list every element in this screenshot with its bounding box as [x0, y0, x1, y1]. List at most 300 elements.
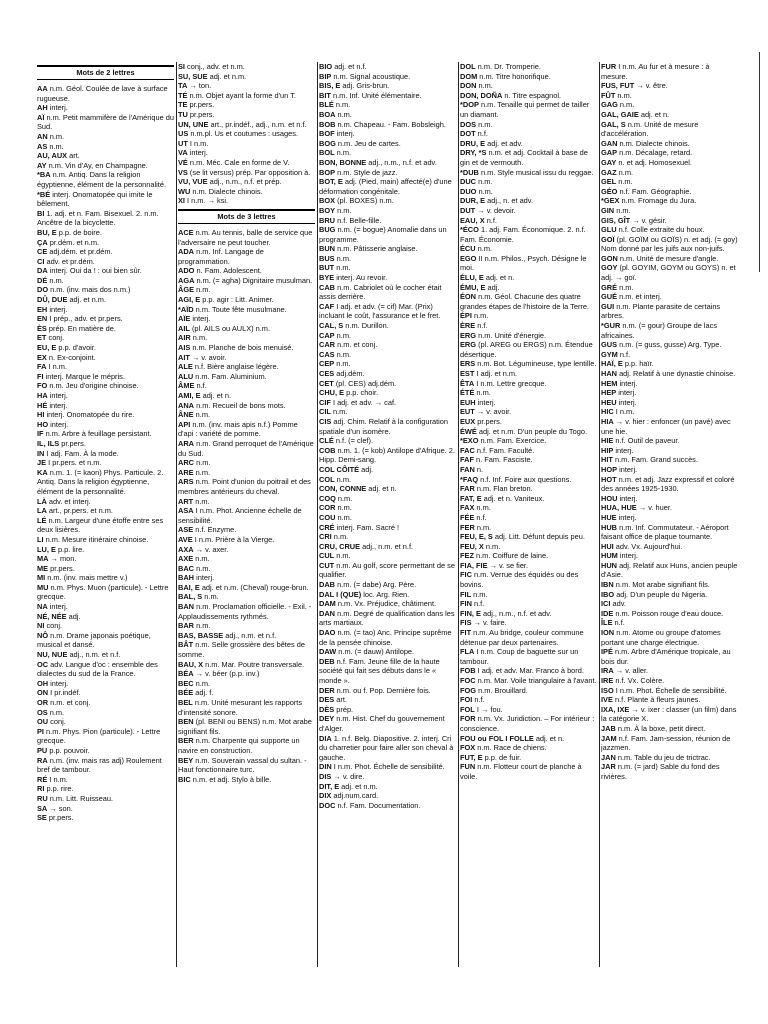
dictionary-entry [601, 388, 738, 398]
dictionary-entry [178, 506, 315, 525]
entry-definition: adj. Relatif à une dynastie chinoise. [617, 369, 736, 378]
entry-definition: pr.pers. [187, 109, 215, 119]
entry-headword: FAN [460, 464, 475, 474]
dictionary-entry [37, 650, 174, 660]
dictionary-entry [319, 417, 456, 436]
dictionary-entry [601, 734, 738, 753]
entry-definition: n.m. Chapeau. - Fam. Bobsleigh. [335, 119, 446, 129]
entry-headword: HEU [601, 397, 617, 407]
entry-headword: CEP [319, 359, 335, 369]
entry-headword: EAU, X [460, 215, 485, 225]
entry-definition: n.m. Inf. Unité élémentaire. [330, 90, 422, 100]
entry-list [178, 228, 315, 784]
entry-definition: → v. avoir. [474, 407, 512, 417]
entry-definition: I n.m. [46, 362, 67, 372]
entry-definition: n.m. et interj. [617, 292, 662, 302]
dictionary-entry [178, 698, 315, 717]
dictionary-entry [601, 148, 738, 158]
entry-headword: OR [37, 698, 49, 707]
entry-headword: ÈRE [460, 321, 476, 331]
entry-definition: interj. Onomatopée du rire. [44, 410, 135, 420]
dictionary-entry [37, 794, 174, 804]
entry-definition: adj., n.m. et n.f. [360, 541, 414, 551]
dictionary-entry [319, 72, 456, 82]
entry-definition: p.p. agir : Litt. Animer. [200, 295, 274, 305]
entry-headword: EUT [460, 407, 475, 417]
entry-definition: n.f. [194, 381, 207, 391]
entry-definition: interj. [47, 304, 68, 314]
entry-definition: n.m. [616, 167, 634, 177]
entry-headword: IVE [601, 695, 613, 705]
entry-headword: IDE [601, 608, 614, 618]
entry-definition: n.f. [484, 215, 497, 225]
dictionary-entry [37, 113, 174, 132]
dictionary-entry [460, 753, 597, 763]
entry-definition: n.f. [475, 129, 488, 139]
entry-definition: p.p. de fuir. [482, 752, 522, 762]
entry-definition: adj. [66, 611, 81, 621]
entry-definition: n.m. Au tennis, balle de service que l'adversaire ne peut toucher. [178, 227, 313, 247]
entry-definition: n.m. (inv. mais mettre v.) [45, 573, 128, 583]
entry-headword: JAM [601, 733, 617, 743]
entry-headword: FOC [460, 676, 476, 685]
entry-definition: I n.m. Prière à la Vierge. [192, 534, 275, 544]
dictionary-entry [319, 331, 456, 341]
entry-definition: → v. dire. [331, 771, 365, 781]
dictionary-entry [601, 91, 738, 101]
entry-definition: n.m. [193, 467, 211, 477]
dictionary-entry [460, 129, 597, 139]
dictionary-entry [37, 554, 174, 564]
entry-headword: FIC [460, 570, 472, 580]
dictionary-entry [460, 494, 597, 504]
dictionary-entry [37, 190, 174, 209]
dictionary-entry [601, 235, 738, 254]
entry-headword: AXE [178, 554, 194, 564]
dictionary-entry [37, 727, 174, 746]
dictionary-entry [319, 513, 456, 523]
entry-definition: n.f. Fam. Faculté. [474, 445, 535, 455]
entry-definition: n.m. Titre honorifique. [477, 71, 551, 81]
dictionary-entry [37, 295, 174, 305]
entry-headword: AGA [178, 275, 195, 285]
entry-definition: n. [474, 464, 483, 474]
entry-definition: interj. [616, 388, 637, 398]
dictionary-entry [460, 100, 597, 119]
dictionary-entry [37, 362, 174, 372]
entry-definition: n.m. et conj. [335, 340, 378, 350]
dictionary-entry [178, 640, 315, 659]
entry-definition: adj. Relatif aux Huns, ancien peuple d'Asie. [601, 560, 738, 580]
entry-definition: n.m. [476, 81, 493, 91]
dictionary-entry [319, 734, 456, 763]
dictionary-entry [319, 494, 456, 504]
entry-headword: ÎLE [601, 618, 613, 628]
entry-headword: WU [178, 186, 191, 196]
entry-headword: FIA, FIE [460, 560, 488, 570]
entry-definition: n.m. Grand perroquet de l'Amérique du Sud. [178, 438, 314, 458]
dictionary-entry [460, 120, 597, 130]
entry-definition: adj. f. [193, 688, 214, 698]
dictionary-entry [601, 254, 738, 264]
entry-definition: n.m. Pâtisserie anglaise. [335, 244, 418, 254]
dictionary-entry [178, 535, 315, 545]
dictionary-entry [37, 679, 174, 689]
entry-definition: n.m. [194, 458, 211, 468]
entry-definition: p.p. lire. [55, 544, 85, 554]
entry-definition: art., pr.pers. et n.m. [46, 506, 113, 516]
entry-definition: 1. adj. et n. Fam. Bisexuel. 2. n.m. Ancêtre de la bicyclette. [37, 208, 159, 228]
entry-headword: CIL [319, 407, 331, 417]
entry-definition: n.f. Outil de paveur. [613, 436, 680, 446]
entry-definition: n.m. (= dauw) Antilope. [336, 647, 415, 657]
dictionary-entry [460, 455, 597, 465]
entry-headword: EX [37, 352, 47, 362]
dictionary-entry [178, 168, 315, 178]
dictionary-entry [460, 244, 597, 254]
entry-definition: → v. hier : enfoncer (un pavé) avec une hie. [601, 416, 731, 436]
dictionary-entry [601, 100, 738, 110]
entry-headword: CI [37, 256, 45, 266]
dictionary-entry [319, 139, 456, 149]
dictionary-entry [319, 168, 456, 178]
entry-headword: AIL [178, 323, 190, 333]
entry-headword: MA [37, 554, 49, 564]
dictionary-entry [37, 103, 174, 113]
entry-definition: n.m. Mesure itinéraire chinoise. [43, 534, 149, 544]
entry-headword: CAP [319, 330, 335, 340]
entry-definition: adj. Litt. Défunt depuis peu. [492, 532, 585, 542]
entry-headword: SA [37, 803, 48, 813]
dictionary-entry [460, 292, 597, 311]
dictionary-entry [37, 717, 174, 727]
entry-definition: n.f. Fam. Documentation. [335, 800, 421, 810]
dictionary-entry [319, 81, 456, 91]
entry-headword: AXA [178, 544, 194, 554]
dictionary-entry [37, 410, 174, 420]
entry-headword: COL [319, 474, 335, 484]
entry-headword: PI [37, 726, 44, 736]
entry-definition: n.m. (= bogue) Anomalie dans un programme. [319, 225, 447, 244]
column-divider [458, 62, 459, 967]
entry-definition: (se lit versus) prép. Par opposition à. [187, 167, 311, 177]
column-3 [319, 62, 456, 967]
entry-headword: HIE [601, 436, 614, 446]
entry-headword: CAR [319, 340, 336, 350]
dictionary-entry [178, 72, 315, 82]
entry-headword: DÈS [319, 704, 335, 714]
entry-headword: DOL [460, 62, 476, 71]
entry-headword: DAW [319, 647, 337, 657]
dictionary-entry [460, 273, 597, 283]
entry-definition: pr.pers. [48, 563, 75, 573]
entry-definition: → v. béer (p.p. inv.) [193, 669, 260, 679]
entry-definition: n.m. Unité de mesure d'accélération. [601, 119, 699, 139]
dictionary-entry [319, 561, 456, 580]
dictionary-entry [319, 398, 456, 408]
entry-headword: RU [37, 793, 48, 803]
entry-definition: (pl. GOYIM, GOYM ou GOYS) n. et adj. → goï. [601, 263, 736, 283]
dictionary-entry [37, 775, 174, 785]
entry-headword: NA [37, 602, 48, 612]
entry-definition: → v. ixer : classer (un film) dans la catégorie X. [601, 704, 737, 724]
entry-headword: ÉCU [460, 244, 476, 254]
entry-definition: I n.m. [613, 407, 635, 417]
entry-definition: adj. et n.m. [67, 295, 107, 305]
dictionary-entry [460, 81, 597, 91]
entry-headword: *DUB [460, 167, 479, 177]
dictionary-entry [37, 621, 174, 631]
entry-definition: interj. [617, 551, 638, 561]
dictionary-entry [319, 484, 456, 494]
entry-definition: n.m. Style musical issu du reggae. [478, 167, 594, 177]
dictionary-entry [37, 324, 174, 334]
entry-headword: DUC [460, 177, 477, 187]
entry-headword: BON, BONNE [319, 157, 367, 167]
entry-headword: FER [460, 522, 475, 532]
dictionary-entry [37, 391, 174, 401]
dictionary-entry [601, 762, 738, 781]
entry-definition: adj.dém. [334, 369, 365, 378]
entry-headword: DIN [319, 762, 332, 772]
entry-headword: ÇA [37, 237, 48, 247]
entry-definition: n.m. Méc. Cale en forme de V. [187, 157, 290, 167]
entry-headword: DOC [319, 800, 336, 810]
dictionary-entry [319, 120, 456, 130]
entry-headword: UN, UNE [178, 119, 209, 129]
dictionary-entry [460, 91, 597, 101]
entry-headword: BOT, E [319, 177, 343, 187]
dictionary-entry [37, 285, 174, 295]
dictionary-entry [178, 660, 315, 670]
column-2 [178, 62, 315, 967]
entry-definition: interj. [475, 397, 496, 407]
dictionary-entry [178, 736, 315, 755]
column-divider [599, 62, 600, 967]
entry-headword: CUL [319, 551, 335, 561]
entry-headword: DON, DOÑA [460, 90, 503, 100]
entry-headword: EN [37, 314, 48, 324]
dictionary-entry [601, 590, 738, 600]
dictionary-entry [460, 523, 597, 533]
entry-definition: n.m. [334, 474, 352, 484]
entry-headword: *AÏD [178, 304, 194, 314]
dictionary-entry [178, 314, 315, 324]
entry-definition: interj. [47, 103, 68, 113]
dictionary-entry [601, 321, 738, 340]
entry-headword: FUT, E [460, 752, 483, 762]
entry-definition: n.m. Unité mesurant les rapports d'intensité sonore. [178, 698, 303, 717]
dictionary-entry [601, 609, 738, 619]
entry-definition: interj. [48, 419, 69, 429]
entry-definition: n.m. Tenaille qui permet de tailler un diamant. [460, 100, 590, 119]
dictionary-entry [319, 148, 456, 158]
dictionary-entry [601, 302, 738, 321]
entry-definition: n.m. (inv. mais dos n.m.) [48, 285, 131, 295]
entry-headword: AMI, E [178, 391, 201, 400]
dictionary-entry [178, 583, 315, 593]
entry-headword: COL CÔITÉ [319, 464, 360, 474]
dictionary-entry [178, 266, 315, 276]
dictionary-entry [460, 695, 597, 705]
entry-definition: n.m. Poisson rouge d'eau douce. [613, 608, 724, 618]
entry-definition: n.m. Au golf, score permettant de se qualifier. [319, 560, 455, 580]
entry-definition: n.m. [193, 496, 210, 506]
entry-definition: n. Fam. Adolescent. [194, 266, 262, 276]
dictionary-entry [37, 756, 174, 775]
entry-definition: n.m. Jeu de cartes. [335, 138, 401, 148]
dictionary-entry [319, 340, 456, 350]
entry-headword: JAN [601, 752, 616, 762]
dictionary-entry [37, 132, 174, 142]
entry-headword: DO [37, 285, 49, 295]
entry-headword: DRU, E [460, 138, 486, 148]
entry-headword: DA [37, 266, 48, 276]
entry-headword: GIN [601, 205, 615, 215]
dictionary-entry [319, 244, 456, 254]
entry-headword: ÊTA [460, 378, 475, 388]
entry-definition: n.m. Atome ou groupe d'atomes portant une charge électrique. [601, 628, 721, 647]
dictionary-entry [601, 695, 738, 705]
entry-headword: FAF [460, 455, 474, 465]
entry-headword: GAY [601, 157, 617, 167]
entry-definition: n.m. Antiq. Dans la religion égyptienne, élément de la personnalité. [37, 170, 167, 189]
entry-definition: → v. axer. [193, 544, 229, 554]
dictionary-entry [319, 91, 456, 101]
entry-headword: BER [178, 736, 194, 746]
entry-headword: HEM [601, 378, 618, 388]
dictionary-entry [37, 257, 174, 267]
dictionary-entry [601, 561, 738, 580]
dictionary-entry [319, 263, 456, 273]
entry-headword: ET [37, 333, 47, 343]
entry-definition: interj. Marque le mépris. [43, 371, 125, 381]
entry-headword: LÀ [37, 496, 47, 506]
dictionary-entry [178, 196, 315, 206]
entry-headword: CUT [319, 560, 335, 570]
entry-headword: ANA [178, 400, 195, 410]
entry-definition: n.m. [335, 109, 352, 119]
entry-headword: CHU, E [319, 388, 345, 398]
dictionary-entry [319, 158, 456, 168]
entry-headword: OH [37, 678, 49, 688]
entry-definition: → v. se fier. [487, 560, 529, 570]
entry-definition: n.f. Fam. Géographie. [617, 186, 692, 196]
entry-headword: FOI [460, 695, 473, 705]
dictionary-entry [319, 590, 456, 600]
dictionary-entry [601, 177, 738, 187]
dictionary-entry [178, 343, 315, 353]
entry-definition: n.m. Phys. Pion (particule). - Lettre grecque. [37, 726, 161, 746]
dictionary-entry [37, 573, 174, 583]
dictionary-entry [319, 436, 456, 446]
entry-headword: HUB [601, 522, 618, 532]
entry-definition: n.m. À la boxe, petit direct. [615, 723, 706, 733]
entry-definition: n.m. Race de chiens. [475, 743, 547, 753]
entry-headword: IL, ILS [37, 438, 60, 448]
dictionary-entry [319, 791, 456, 801]
entry-headword: BÉA [178, 669, 194, 679]
dictionary-entry [319, 321, 456, 331]
entry-headword: FÛT [601, 90, 616, 100]
entry-headword: ERG [460, 330, 477, 340]
dictionary-entry [319, 206, 456, 216]
dictionary-entry [319, 609, 456, 628]
entry-definition: conj. [44, 621, 63, 631]
dictionary-entry [178, 410, 315, 420]
entry-definition: n.m. [476, 119, 493, 129]
entry-definition: n.m. Drame japonais poétique, musical et dansé. [37, 630, 151, 650]
entry-headword: HOP [601, 464, 618, 474]
dictionary-entry [319, 225, 456, 244]
entry-definition: n.m. [193, 554, 210, 564]
entry-headword: HIP [601, 445, 614, 455]
entry-headword: GRÉ [601, 282, 618, 292]
entry-definition: n.m. Arbre d'Amérique tropicale, au bois dur. [601, 647, 731, 666]
entry-headword: BEY [178, 755, 194, 765]
dictionary-entry [601, 206, 738, 216]
entry-headword: AÏ [37, 112, 45, 122]
entry-headword: COU [319, 512, 336, 522]
dictionary-entry [37, 353, 174, 363]
entry-headword: CES [319, 369, 335, 378]
dictionary-entry [319, 254, 456, 264]
entry-definition: n.m. (= guss, gusse) Arg. Type. [617, 340, 722, 350]
entry-headword: BIS, E [319, 81, 341, 91]
entry-headword: FIN, E [460, 608, 481, 618]
entry-headword: DAN [319, 608, 336, 618]
entry-headword: DUO [460, 186, 477, 196]
dictionary-entry [178, 324, 315, 334]
entry-headword: FOL [460, 704, 475, 714]
entry-definition: n.m. Plante parasite de certains arbres. [601, 301, 721, 321]
dictionary-entry [178, 756, 315, 775]
dictionary-entry [460, 609, 597, 619]
entry-headword: ÂNE [178, 410, 194, 420]
dictionary-entry [178, 148, 315, 158]
entry-headword: GAL, GAIE [601, 109, 639, 119]
entry-definition: n.m. et conj. [48, 698, 91, 707]
dictionary-entry [601, 283, 738, 293]
entry-headword: CE [37, 247, 48, 257]
entry-definition: adj. [485, 282, 500, 292]
entry-headword: DON [460, 81, 477, 91]
dictionary-entry [319, 714, 456, 733]
dictionary-entry [601, 359, 738, 369]
dictionary-entry [460, 686, 597, 696]
entry-definition: I n.m. Phot. Échelle de sensibilité. [613, 685, 727, 695]
entry-definition: n.m. [335, 503, 352, 513]
entry-definition: interj. Fam. Sacré ! [334, 522, 400, 532]
entry-headword: IRE [601, 676, 614, 685]
dictionary-entry [37, 784, 174, 794]
entry-headword: JE [37, 458, 47, 468]
entry-definition: n. Titre espagnol. [502, 90, 562, 100]
entry-definition: art., pr.indéf., adj., n.m. et n.f. [208, 119, 307, 129]
entry-definition: n.m. [617, 100, 635, 110]
dictionary-entry [460, 359, 597, 369]
dictionary-entry [178, 285, 315, 295]
entry-definition: n.m. Bot. Légumineuse, type lentille. [475, 359, 597, 369]
dictionary-entry [37, 151, 174, 161]
entry-headword: HUE [601, 512, 617, 522]
entry-headword: CAB [319, 282, 336, 292]
entry-headword: IF [37, 429, 44, 439]
entry-headword: *GUR [601, 321, 621, 331]
entry-headword: API [178, 419, 191, 429]
entry-headword: AS [37, 141, 48, 151]
entry-headword: CAL, S [319, 321, 344, 331]
